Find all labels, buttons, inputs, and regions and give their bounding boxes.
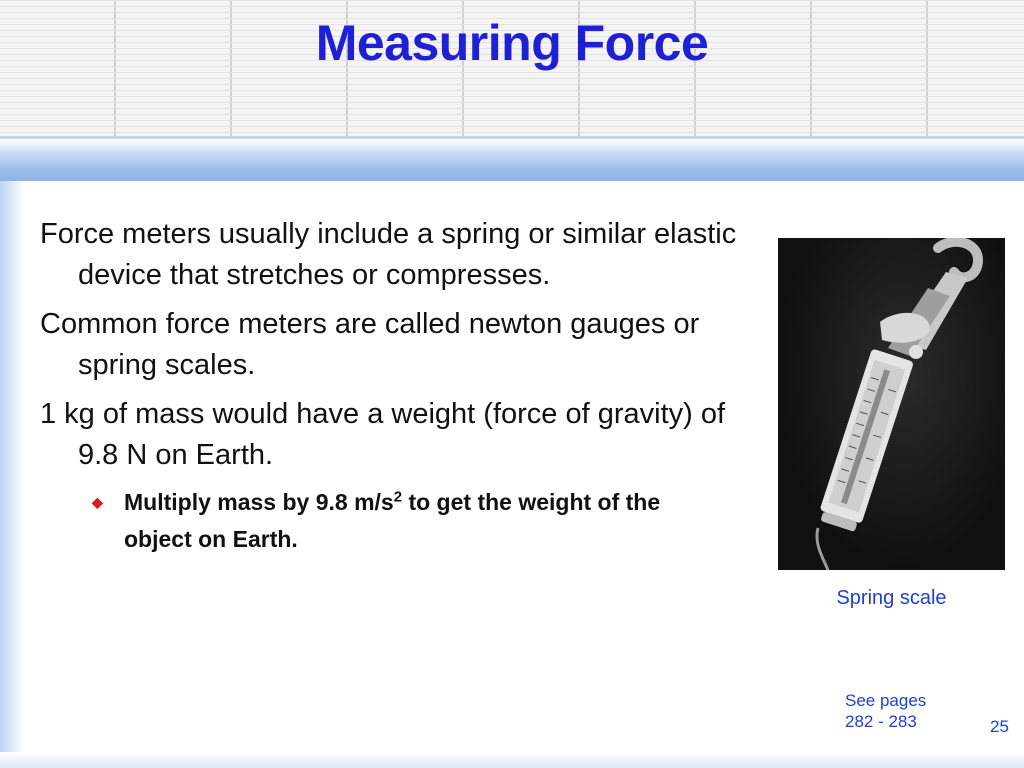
bottom-edge-gradient bbox=[0, 752, 1024, 768]
slide-number: 25 bbox=[990, 717, 1009, 736]
see-pages-line-2: 282 - 283 bbox=[845, 712, 917, 731]
bullet-1: Force meters usually include a spring or similar elastic device that stretches or compresses. bbox=[40, 218, 737, 291]
sub-bullet-superscript: 2 bbox=[393, 488, 403, 506]
slide-body bbox=[40, 214, 740, 558]
spring-scale-photo bbox=[778, 238, 1005, 570]
sub-bullet-text-end: to get the weight of the object on Earth. bbox=[124, 489, 661, 552]
left-edge-gradient bbox=[0, 181, 24, 768]
slide-title: Measuring Force bbox=[315, 15, 709, 71]
sub-bullet bbox=[92, 484, 714, 558]
header-blue-bar bbox=[0, 139, 1024, 181]
spring-scale-illustration bbox=[778, 238, 1005, 570]
sub-bullet-text-start: Multiply mass by 9.8 m/s bbox=[124, 489, 394, 515]
bullet-3: 1 kg of mass would have a weight (force of gravity) of 9.8 N on Earth. bbox=[40, 398, 726, 471]
see-pages-line-1: See pages bbox=[845, 691, 927, 710]
bullet-2: Common force meters are called newton gauges or spring scales. bbox=[40, 308, 700, 381]
see-pages-reference bbox=[845, 690, 926, 732]
image-caption: Spring scale bbox=[836, 587, 947, 609]
red-diamond-icon: ◆ bbox=[92, 494, 103, 510]
